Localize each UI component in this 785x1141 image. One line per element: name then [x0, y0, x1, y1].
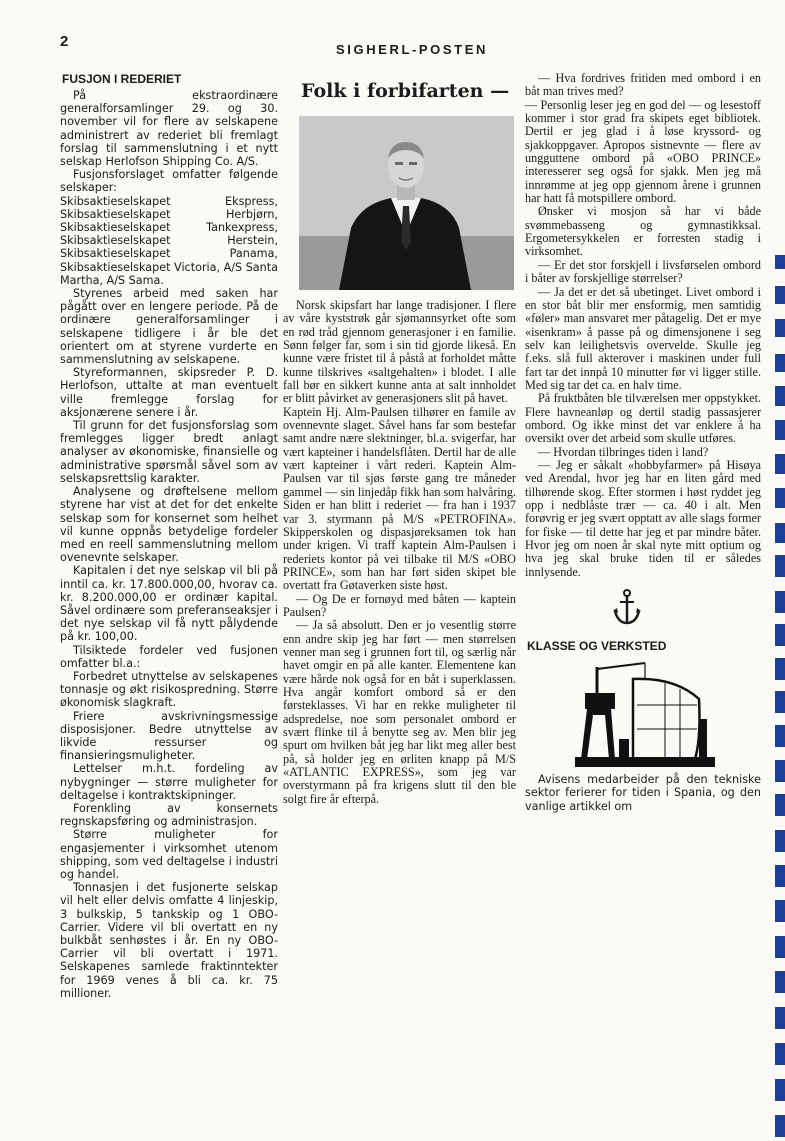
paragraph: På ekstraordinære generalforsamlinger 29. og 30. november vil for flere av selskapene administrert av rederiet bli fremlagt forslag til sammenslutning i et nytt selskap Herlofson Shipping Co. A/S.: [60, 89, 278, 169]
edge-tab: [775, 830, 785, 852]
shipyard-crane-illustration: [575, 659, 715, 767]
paragraph: Til grunn for det fusjonsforslag som fremlegges ligger bredt anlagt analyser av økonomiske, finansielle og administrative spørsmål såvel som av selskapsrettslig karakter.: [60, 419, 278, 485]
paragraph: — Ja så absolutt. Den er jo vesentlig større enn andre skip jeg har ført — men størrelsen venner man seg i grunnen fort til, og særlig når havet omgir en på alle kanter. Elementene kan være hårde nok også for en båt i superklassen. Hva angår komfort ombord så er den førsteklasses. Vi har en rekke muligheter til adspredelse, noe som personalet ombord er svært flinke til å benytte seg av. Men blir jeg spurt om hvilken båt jeg har likt meg aller best på, så holder jeg en ørliten knapp på M/S «ATLANTIC EXPRESS», som jeg var overstyrmann på fra krigens slutt til den ble solgt fire år efterpå.: [283, 618, 516, 806]
edge-tab: [775, 319, 785, 337]
paragraph: Kapitalen i det nye selskap vil bli på inntil ca. kr. 17.800.000,00, hvorav ca. kr. 8.200.000,00 er ordinær kapital. Såvel ordinære som preferanseaksjer i det nye selskap vil få nytt pålydende på kr. 100,00.: [60, 564, 278, 644]
edge-tab: [775, 488, 785, 508]
edge-tab: [775, 523, 785, 543]
paragraph: Fusjonsforslaget omfatter følgende selskaper:: [60, 168, 278, 195]
paragraph: — Hva fordrives fritiden med ombord i en båt man trives med?: [525, 71, 761, 99]
edge-tab: [775, 591, 785, 613]
edge-tab: [775, 1043, 785, 1065]
masthead: SIGHERL-POSTEN: [336, 42, 488, 57]
portrait-photo: [299, 116, 514, 290]
left-column: [60, 72, 278, 1000]
edge-tab: [775, 691, 785, 713]
edge-tab: [775, 760, 785, 782]
shipyard-graphic: [575, 659, 715, 767]
edge-tab: [775, 725, 785, 747]
page-number: 2: [60, 33, 69, 50]
page-edge-tabs: [775, 255, 785, 1141]
edge-tab: [775, 658, 785, 680]
section-heading-merger: FUSJON I REDERIET: [62, 72, 182, 86]
paragraph: Styreformannen, skipsreder P. D. Herlofson, uttalte at man eventuelt ville fremlegge forslag for aksjonærene senere i år.: [60, 366, 278, 419]
paragraph: Friere avskrivningsmessige disposisjoner. Bedre utnyttelse av likvide ressurser og finansieringsmuligheter.: [60, 709, 278, 763]
paragraph: — Jeg er såkalt «hobbyfarmer» på Hisøya ved Arendal, hvor jeg har en liten gård med tilhørende skog. Efter stormen i høst ryddet jeg opp i nedblåste trær — ca. 40 i alt. Men forøvrig er jeg svært opptatt av alle slags former for fiske — til dette har jeg et par mindre båter. Hvor jeg om noen år skal nyte mitt optium og hva jeg skal bruke tiden til er således innlysende.: [525, 457, 761, 579]
paragraph: Styrenes arbeid med saken har pågått over en lengere periode. På de ordinære generalforsamlinger i selskapene tidligere i år ble det orientert om at styrene vurderte en sammenslutning av selskapene.: [60, 287, 278, 367]
paragraph: Tonnasjen i det fusjonerte selskap vil helt eller delvis omfatte 4 linjeskip, 3 bulkskip, 5 tankskip og 1 OBO-Carrier. Videre vil bli overtatt en ny bulkbåt senhøstes i år. En ny OBO-Carrier vil bli overtatt i 1971. Selskapenes samlede fraktinntekter for 1969 venes å bli ca. kr. 75 millioner.: [60, 881, 278, 1000]
paragraph: Norsk skipsfart har lange tradisjoner. I flere av våre kyststrøk går sjømannsyrket ofte som en rød tråd gjennom generasjoner i en familie. Sønn følger far, som i sin tid gjorde likeså. En kunne være fristet til å påstå at forholdet måtte kunne tilskrives «saltgehalten» i blodet. I alle fall bør en sikkert kunne anta at salt innholdet er blitt påvirket av generasjoners slit på havet.: [283, 298, 516, 406]
caption: [525, 773, 761, 813]
edge-tab: [775, 255, 785, 269]
paragraph: På fruktbåten ble tilværelsen mer oppstykket. Flere havneanløp og dertil stadig passasjerer ombord. Og ikke minst det var enklere å ha oversikt over det arbeid som skulle utføres.: [525, 391, 761, 446]
paragraph: Analysene og drøftelsene mellom styrene har vist at det for det enkelte selskap som for konsernet som helhet vil kunne oppnås betydelige fordeler med en reell sammenslutning mellom ovenevnte selskaper.: [60, 485, 278, 565]
edge-tab: [775, 454, 785, 474]
anchor-icon: [525, 589, 761, 629]
edge-tab: [775, 865, 785, 887]
paragraph: Skibsaktieselskapet Ekspress, Skibsaktieselskapet Herbjørn, Skibsaktieselskapet Tankexpress, Skibsaktieselskapet Herstein, Skibsaktieselskapet Panama, Skibsaktieselskapet Victoria, A/S Santa Martha, A/S Sama.: [60, 194, 278, 287]
edge-tab: [775, 794, 785, 816]
edge-tab: [775, 386, 785, 406]
paragraph: Kaptein Hj. Alm-Paulsen tilhører en famile av ovennevnte slaget. Såvel hans far som bestefar samt andre nære slektninger, bl.a. svigerfar, har vært kapteiner i handelsflåten. Dertil har de alle vært kapteiner i vårt rederi. Kaptein Alm-Paulsen var til sjøs første gang tre måneder gammel — sin linjedåp fikk han som halvåring. Siden er han blitt i rederiet — fra han i 1937 var 3. styrmann på M/S «PETROFINA». Skipperskolen og dispasjøreksamen tok han under krigen. Vi traff kaptein Alm-Paulsen i rederiets kontor på vei tilbake til M/S «OBO PRINCE», som han har ført siden skipet ble overtatt fra Gøtaverken siste høst.: [283, 404, 516, 593]
edge-tab: [775, 971, 785, 993]
caption-text: Avisens medarbeider på den tekniske sektor ferierer for tiden i Spania, og den vanlige artikkel om: [525, 773, 761, 813]
edge-tab: [775, 420, 785, 440]
anchor-graphic: [612, 589, 642, 627]
paragraph: — Er det stor forskjell i livsførselen ombord i båter av forskjellige størrelser?: [525, 257, 761, 286]
right-column: [525, 72, 761, 813]
paragraph: Forbedret utnyttelse av selskapenes tonnasje og økt risikospredning. Større økonomisk slagkraft.: [60, 669, 278, 710]
section-heading-yard: KLASSE OG VERKSTED: [527, 639, 667, 654]
feature-title: Folk i forbifarten —: [301, 80, 510, 102]
middle-column: [283, 72, 516, 806]
paragraph: — Ja det er det så ubetinget. Livet ombord i en stor båt blir mer ensformig, men samtidig «føler» man ansvaret mer påtagelig. Det er mye «isenkram» å passe på og dimensjonene i seg selv kan leilighetsvis overvelde. Skulle jeg f.eks. slå full akterover i maskinen under full fart tar det innpå 10 minutter før vi ligger stille. Med sig tar det ca. en halv time.: [525, 284, 761, 392]
paragraph: — Hvordan tilbringes tiden i land?: [538, 444, 709, 459]
paragraph: — Og De er fornøyd med båten — kaptein Paulsen?: [283, 591, 516, 619]
edge-tab: [775, 900, 785, 922]
edge-tab: [775, 354, 785, 372]
portrait-illustration: [299, 116, 514, 290]
paragraph: — Personlig leser jeg en god del — og lesestoff kommer i stor grad fra skipets eget bibliotek. Dertil er jeg glad i å løse kryssord- og sjakkoppgaver. Apropos sistnevnte — flere av ungguttene ombord på «OBO PRINCE» interesserer seg også for sjakk. Men jeg må innrømme at jeg opp gjennom årene i grunnen har hatt få motspillere ombord.: [525, 97, 761, 206]
edge-tab: [775, 624, 785, 646]
paragraph: Lettelser m.h.t. fordeling av nybygninger — større muligheter for deltagelse i kontraktskipninger.: [60, 762, 278, 802]
edge-tab: [775, 936, 785, 958]
edge-tab: [775, 555, 785, 577]
paragraph: Ønsker vi mosjon så har vi både svømmebasseng og gymnastikksal. Ergometersykkelen er forresten stadig i virksomhet.: [525, 204, 761, 259]
paragraph: Større muligheter for engasjementer i virksomhet utenom shipping, som ved deltagelse i industri og handel.: [60, 828, 278, 881]
paragraph: Tilsiktede fordeler ved fusjonen omfatter bl.a.:: [60, 643, 278, 670]
edge-tab: [775, 1079, 785, 1101]
edge-tab: [775, 286, 785, 304]
edge-tab: [775, 1115, 785, 1137]
paragraph: Forenkling av konsernets regnskapsføring og administrasjon.: [60, 801, 278, 829]
edge-tab: [775, 1007, 785, 1029]
